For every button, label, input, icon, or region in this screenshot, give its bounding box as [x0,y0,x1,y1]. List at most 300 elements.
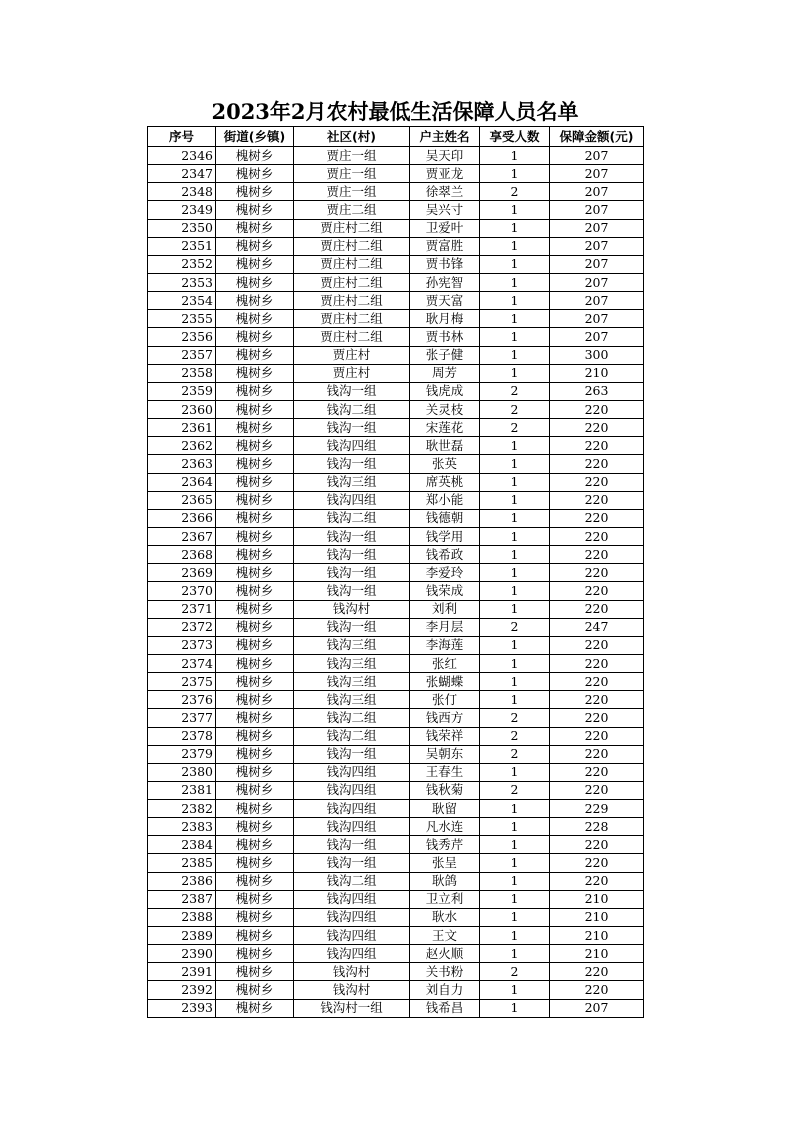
cell-community-village: 钱沟三组 [294,636,410,654]
table-header-row [148,127,644,147]
table-row [148,945,644,963]
cell-community-village: 钱沟一组 [294,546,410,564]
cell-householder-name: 宋莲花 [410,419,480,437]
cell-subsidy-amount: 220 [550,527,644,545]
cell-beneficiary-count: 1 [480,854,550,872]
cell-street-town: 槐树乡 [216,237,294,255]
cell-subsidy-amount: 220 [550,564,644,582]
cell-street-town: 槐树乡 [216,654,294,672]
cell-householder-name: 钱秋菊 [410,781,480,799]
cell-beneficiary-count: 1 [480,654,550,672]
cell-serial-number: 2393 [148,999,216,1017]
cell-beneficiary-count: 1 [480,945,550,963]
table-row [148,763,644,781]
cell-serial-number: 2384 [148,836,216,854]
cell-serial-number: 2346 [148,147,216,165]
cell-subsidy-amount: 207 [550,999,644,1017]
cell-serial-number: 2383 [148,818,216,836]
table-row [148,582,644,600]
cell-community-village: 钱沟一组 [294,618,410,636]
cell-community-village: 贾庄村二组 [294,273,410,291]
cell-serial-number: 2366 [148,509,216,527]
cell-community-village: 钱沟二组 [294,400,410,418]
cell-beneficiary-count: 1 [480,927,550,945]
cell-serial-number: 2376 [148,691,216,709]
cell-serial-number: 2356 [148,328,216,346]
header-community-village: 社区(村) [294,127,410,147]
cell-householder-name: 张英 [410,455,480,473]
cell-street-town: 槐树乡 [216,364,294,382]
table-row [148,636,644,654]
cell-serial-number: 2382 [148,800,216,818]
cell-subsidy-amount: 220 [550,981,644,999]
cell-beneficiary-count: 1 [480,763,550,781]
cell-community-village: 贾庄村 [294,346,410,364]
cell-community-village: 钱沟村 [294,963,410,981]
cell-street-town: 槐树乡 [216,437,294,455]
cell-householder-name: 贾富胜 [410,237,480,255]
cell-beneficiary-count: 2 [480,709,550,727]
cell-subsidy-amount: 207 [550,219,644,237]
cell-beneficiary-count: 1 [480,491,550,509]
table-row [148,455,644,473]
cell-serial-number: 2352 [148,255,216,273]
cell-subsidy-amount: 207 [550,255,644,273]
cell-serial-number: 2357 [148,346,216,364]
cell-community-village: 钱沟二组 [294,727,410,745]
cell-community-village: 钱沟四组 [294,781,410,799]
cell-street-town: 槐树乡 [216,836,294,854]
cell-householder-name: 贾书林 [410,328,480,346]
cell-subsidy-amount: 220 [550,709,644,727]
cell-community-village: 贾庄村 [294,364,410,382]
beneficiary-table [147,126,644,1018]
table-row [148,546,644,564]
cell-householder-name: 王文 [410,927,480,945]
cell-community-village: 钱沟四组 [294,890,410,908]
cell-householder-name: 孙宪智 [410,273,480,291]
cell-subsidy-amount: 207 [550,328,644,346]
cell-serial-number: 2353 [148,273,216,291]
cell-street-town: 槐树乡 [216,673,294,691]
cell-subsidy-amount: 220 [550,836,644,854]
cell-serial-number: 2351 [148,237,216,255]
cell-serial-number: 2363 [148,455,216,473]
cell-subsidy-amount: 220 [550,400,644,418]
cell-serial-number: 2389 [148,927,216,945]
cell-community-village: 钱沟一组 [294,582,410,600]
cell-community-village: 钱沟一组 [294,527,410,545]
table-row [148,872,644,890]
cell-street-town: 槐树乡 [216,346,294,364]
table-row [148,273,644,291]
cell-beneficiary-count: 1 [480,237,550,255]
table-row [148,981,644,999]
cell-community-village: 钱沟四组 [294,763,410,781]
cell-householder-name: 张呈 [410,854,480,872]
table-row [148,818,644,836]
table-row [148,364,644,382]
cell-beneficiary-count: 1 [480,981,550,999]
cell-householder-name: 钱虎成 [410,382,480,400]
cell-householder-name: 耿留 [410,800,480,818]
cell-street-town: 槐树乡 [216,745,294,763]
cell-householder-name: 钱荣祥 [410,727,480,745]
table-row [148,781,644,799]
cell-community-village: 钱沟一组 [294,455,410,473]
cell-serial-number: 2367 [148,527,216,545]
cell-subsidy-amount: 300 [550,346,644,364]
cell-community-village: 钱沟一组 [294,564,410,582]
cell-community-village: 贾庄村二组 [294,219,410,237]
cell-subsidy-amount: 220 [550,763,644,781]
cell-community-village: 贾庄一组 [294,147,410,165]
table-row [148,201,644,219]
cell-householder-name: 耿世磊 [410,437,480,455]
cell-serial-number: 2350 [148,219,216,237]
cell-serial-number: 2377 [148,709,216,727]
cell-community-village: 钱沟一组 [294,419,410,437]
cell-street-town: 槐树乡 [216,165,294,183]
cell-beneficiary-count: 1 [480,219,550,237]
cell-householder-name: 贾天富 [410,292,480,310]
cell-serial-number: 2368 [148,546,216,564]
cell-subsidy-amount: 207 [550,310,644,328]
cell-serial-number: 2375 [148,673,216,691]
table-row [148,237,644,255]
cell-subsidy-amount: 220 [550,854,644,872]
cell-community-village: 钱沟四组 [294,800,410,818]
table-row [148,673,644,691]
table-row [148,328,644,346]
cell-community-village: 钱沟村 [294,600,410,618]
cell-serial-number: 2385 [148,854,216,872]
cell-community-village: 钱沟四组 [294,927,410,945]
cell-householder-name: 耿水 [410,908,480,926]
cell-householder-name: 耿鸽 [410,872,480,890]
cell-beneficiary-count: 2 [480,781,550,799]
cell-community-village: 钱沟四组 [294,818,410,836]
cell-householder-name: 王春生 [410,763,480,781]
cell-subsidy-amount: 207 [550,183,644,201]
cell-beneficiary-count: 1 [480,691,550,709]
cell-subsidy-amount: 220 [550,745,644,763]
table-row [148,183,644,201]
cell-beneficiary-count: 1 [480,364,550,382]
cell-householder-name: 刘利 [410,600,480,618]
cell-householder-name: 周芳 [410,364,480,382]
cell-householder-name: 贾亚龙 [410,165,480,183]
cell-community-village: 贾庄一组 [294,183,410,201]
cell-beneficiary-count: 1 [480,818,550,836]
cell-beneficiary-count: 1 [480,673,550,691]
cell-beneficiary-count: 2 [480,618,550,636]
cell-serial-number: 2358 [148,364,216,382]
table-row [148,890,644,908]
cell-subsidy-amount: 220 [550,636,644,654]
cell-serial-number: 2365 [148,491,216,509]
cell-beneficiary-count: 1 [480,527,550,545]
cell-serial-number: 2386 [148,872,216,890]
cell-subsidy-amount: 220 [550,727,644,745]
cell-serial-number: 2379 [148,745,216,763]
cell-beneficiary-count: 1 [480,255,550,273]
cell-street-town: 槐树乡 [216,963,294,981]
cell-street-town: 槐树乡 [216,419,294,437]
cell-subsidy-amount: 229 [550,800,644,818]
cell-community-village: 钱沟三组 [294,673,410,691]
cell-street-town: 槐树乡 [216,600,294,618]
cell-householder-name: 钱荣成 [410,582,480,600]
table-row [148,999,644,1017]
table-row [148,908,644,926]
table-row [148,346,644,364]
cell-community-village: 钱沟三组 [294,473,410,491]
cell-street-town: 槐树乡 [216,927,294,945]
cell-subsidy-amount: 220 [550,546,644,564]
table-body [148,147,644,1018]
cell-community-village: 钱沟一组 [294,836,410,854]
cell-subsidy-amount: 207 [550,165,644,183]
table-row [148,709,644,727]
table-row [148,165,644,183]
cell-serial-number: 2374 [148,654,216,672]
cell-subsidy-amount: 207 [550,201,644,219]
cell-subsidy-amount: 220 [550,491,644,509]
cell-community-village: 钱沟四组 [294,437,410,455]
cell-householder-name: 钱希昌 [410,999,480,1017]
table-row [148,618,644,636]
cell-subsidy-amount: 220 [550,582,644,600]
cell-beneficiary-count: 1 [480,546,550,564]
cell-beneficiary-count: 1 [480,800,550,818]
cell-householder-name: 贾书锋 [410,255,480,273]
cell-beneficiary-count: 1 [480,836,550,854]
cell-street-town: 槐树乡 [216,491,294,509]
cell-householder-name: 钱德朝 [410,509,480,527]
cell-community-village: 钱沟一组 [294,382,410,400]
cell-beneficiary-count: 2 [480,382,550,400]
cell-householder-name: 徐翠兰 [410,183,480,201]
cell-subsidy-amount: 220 [550,455,644,473]
cell-beneficiary-count: 1 [480,473,550,491]
cell-subsidy-amount: 207 [550,273,644,291]
cell-community-village: 贾庄村二组 [294,292,410,310]
cell-serial-number: 2387 [148,890,216,908]
cell-subsidy-amount: 220 [550,872,644,890]
cell-community-village: 钱沟二组 [294,872,410,890]
cell-serial-number: 2349 [148,201,216,219]
cell-community-village: 贾庄村二组 [294,255,410,273]
cell-householder-name: 耿月梅 [410,310,480,328]
cell-serial-number: 2392 [148,981,216,999]
cell-street-town: 槐树乡 [216,890,294,908]
cell-street-town: 槐树乡 [216,763,294,781]
cell-street-town: 槐树乡 [216,255,294,273]
cell-beneficiary-count: 1 [480,509,550,527]
cell-beneficiary-count: 1 [480,600,550,618]
cell-serial-number: 2373 [148,636,216,654]
cell-street-town: 槐树乡 [216,582,294,600]
cell-beneficiary-count: 1 [480,346,550,364]
cell-householder-name: 钱秀芹 [410,836,480,854]
table-row [148,310,644,328]
cell-householder-name: 赵火顺 [410,945,480,963]
cell-beneficiary-count: 1 [480,636,550,654]
table-row [148,219,644,237]
cell-subsidy-amount: 210 [550,908,644,926]
cell-serial-number: 2388 [148,908,216,926]
cell-serial-number: 2359 [148,382,216,400]
cell-community-village: 贾庄二组 [294,201,410,219]
cell-subsidy-amount: 210 [550,364,644,382]
cell-serial-number: 2369 [148,564,216,582]
table-row [148,491,644,509]
page-title: 2023年2月农村最低生活保障人员名单 [211,99,579,124]
cell-householder-name: 张红 [410,654,480,672]
cell-street-town: 槐树乡 [216,292,294,310]
cell-serial-number: 2372 [148,618,216,636]
table-row [148,255,644,273]
cell-street-town: 槐树乡 [216,908,294,926]
cell-subsidy-amount: 210 [550,927,644,945]
cell-street-town: 槐树乡 [216,636,294,654]
table-row [148,292,644,310]
table-row [148,800,644,818]
cell-serial-number: 2348 [148,183,216,201]
cell-community-village: 钱沟村一组 [294,999,410,1017]
cell-serial-number: 2381 [148,781,216,799]
cell-subsidy-amount: 220 [550,437,644,455]
cell-community-village: 钱沟四组 [294,491,410,509]
cell-community-village: 钱沟村 [294,981,410,999]
table-row [148,927,644,945]
cell-street-town: 槐树乡 [216,147,294,165]
cell-community-village: 钱沟四组 [294,945,410,963]
cell-subsidy-amount: 220 [550,781,644,799]
cell-householder-name: 钱西方 [410,709,480,727]
cell-householder-name: 关灵枝 [410,400,480,418]
cell-householder-name: 卫立利 [410,890,480,908]
cell-subsidy-amount: 220 [550,673,644,691]
table-row [148,419,644,437]
cell-serial-number: 2370 [148,582,216,600]
cell-street-town: 槐树乡 [216,509,294,527]
cell-community-village: 钱沟二组 [294,509,410,527]
cell-subsidy-amount: 207 [550,147,644,165]
cell-beneficiary-count: 1 [480,201,550,219]
cell-street-town: 槐树乡 [216,999,294,1017]
cell-street-town: 槐树乡 [216,310,294,328]
cell-community-village: 钱沟一组 [294,745,410,763]
cell-beneficiary-count: 2 [480,183,550,201]
cell-beneficiary-count: 1 [480,890,550,908]
cell-street-town: 槐树乡 [216,727,294,745]
cell-subsidy-amount: 228 [550,818,644,836]
cell-beneficiary-count: 1 [480,582,550,600]
cell-beneficiary-count: 1 [480,273,550,291]
cell-householder-name: 关书粉 [410,963,480,981]
cell-beneficiary-count: 1 [480,147,550,165]
cell-householder-name: 卫爱叶 [410,219,480,237]
cell-beneficiary-count: 1 [480,328,550,346]
cell-beneficiary-count: 2 [480,727,550,745]
cell-street-town: 槐树乡 [216,618,294,636]
cell-serial-number: 2380 [148,763,216,781]
cell-subsidy-amount: 263 [550,382,644,400]
cell-street-town: 槐树乡 [216,872,294,890]
cell-householder-name: 李月层 [410,618,480,636]
cell-serial-number: 2391 [148,963,216,981]
cell-street-town: 槐树乡 [216,527,294,545]
cell-beneficiary-count: 1 [480,999,550,1017]
cell-householder-name: 张仃 [410,691,480,709]
cell-community-village: 钱沟一组 [294,854,410,872]
cell-community-village: 贾庄村二组 [294,237,410,255]
header-subsidy-amount: 保障金额(元) [550,127,644,147]
cell-serial-number: 2362 [148,437,216,455]
cell-street-town: 槐树乡 [216,709,294,727]
cell-householder-name: 钱希政 [410,546,480,564]
cell-subsidy-amount: 220 [550,654,644,672]
header-serial-number: 序号 [148,127,216,147]
table-row [148,963,644,981]
cell-beneficiary-count: 2 [480,419,550,437]
cell-subsidy-amount: 207 [550,292,644,310]
cell-street-town: 槐树乡 [216,382,294,400]
header-householder-name: 户主姓名 [410,127,480,147]
table-row [148,473,644,491]
cell-householder-name: 刘自力 [410,981,480,999]
cell-beneficiary-count: 2 [480,400,550,418]
cell-serial-number: 2360 [148,400,216,418]
cell-serial-number: 2354 [148,292,216,310]
cell-community-village: 钱沟三组 [294,691,410,709]
cell-subsidy-amount: 210 [550,890,644,908]
cell-street-town: 槐树乡 [216,273,294,291]
table-row [148,854,644,872]
cell-serial-number: 2347 [148,165,216,183]
cell-street-town: 槐树乡 [216,818,294,836]
cell-community-village: 贾庄村二组 [294,328,410,346]
table-row [148,509,644,527]
cell-serial-number: 2390 [148,945,216,963]
cell-beneficiary-count: 1 [480,564,550,582]
header-beneficiary-count: 享受人数 [480,127,550,147]
table-row [148,654,644,672]
cell-beneficiary-count: 1 [480,455,550,473]
cell-subsidy-amount: 220 [550,600,644,618]
cell-community-village: 钱沟二组 [294,709,410,727]
cell-street-town: 槐树乡 [216,800,294,818]
cell-subsidy-amount: 220 [550,419,644,437]
table-row [148,527,644,545]
cell-street-town: 槐树乡 [216,455,294,473]
table-row [148,400,644,418]
cell-street-town: 槐树乡 [216,183,294,201]
cell-serial-number: 2361 [148,419,216,437]
cell-serial-number: 2378 [148,727,216,745]
table-row [148,745,644,763]
cell-beneficiary-count: 1 [480,908,550,926]
header-street-town: 街道(乡镇) [216,127,294,147]
cell-subsidy-amount: 207 [550,237,644,255]
cell-householder-name: 李海莲 [410,636,480,654]
table-row [148,691,644,709]
cell-householder-name: 吴天印 [410,147,480,165]
cell-street-town: 槐树乡 [216,981,294,999]
cell-beneficiary-count: 1 [480,165,550,183]
